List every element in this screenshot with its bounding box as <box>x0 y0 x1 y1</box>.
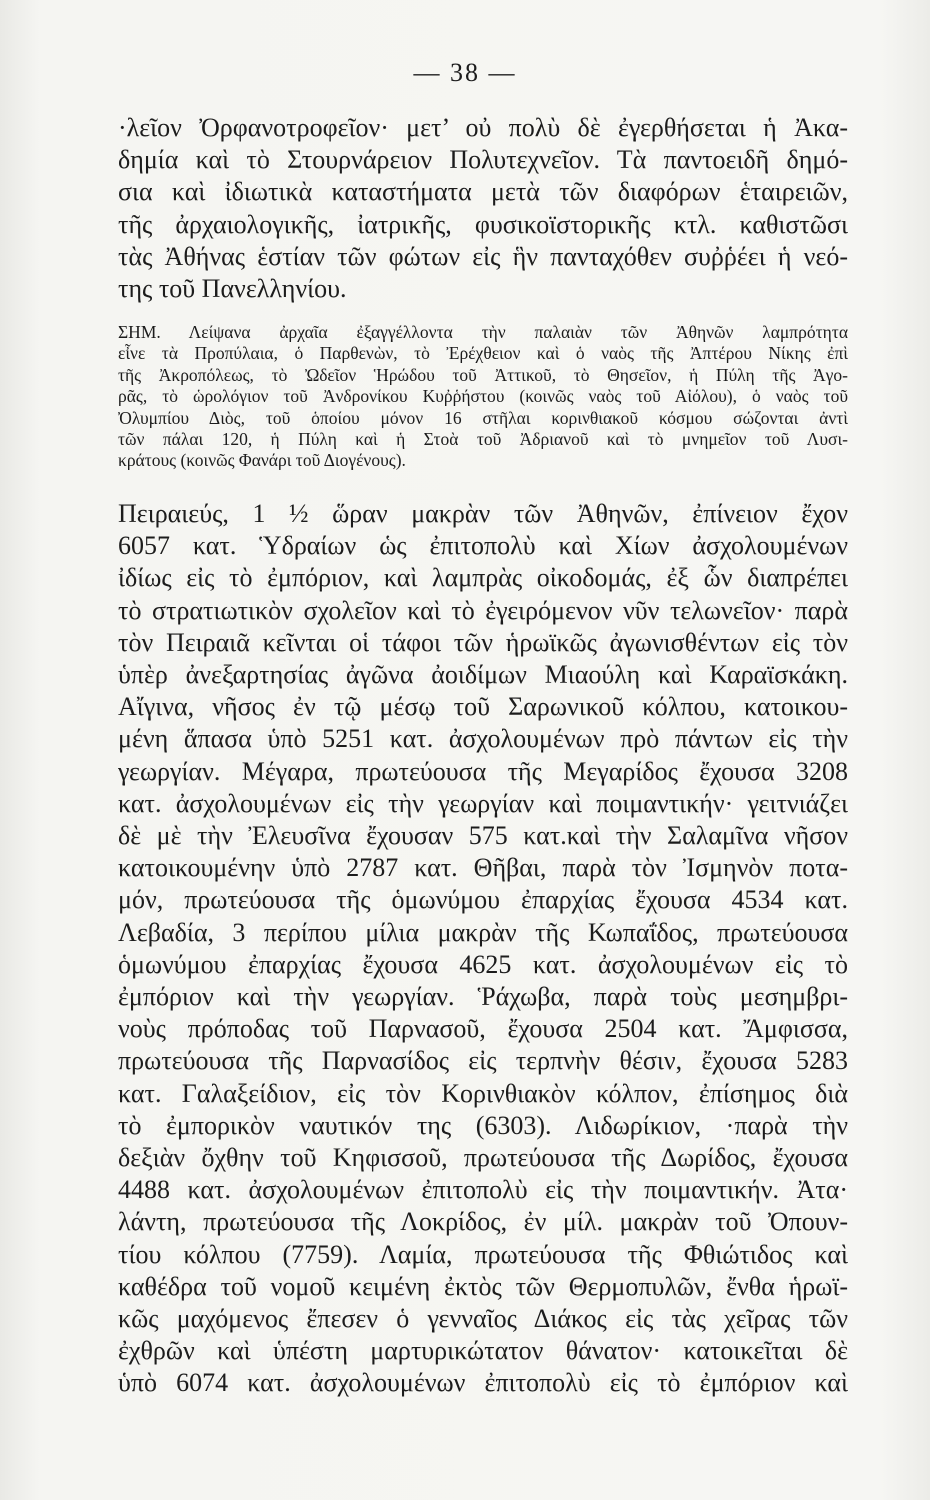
note-line: τῶν πάλαι 120, ἡ Πύλη καὶ ἡ Στοὰ τοῦ Ἀδριανοῦ καὶ τὸ μνημεῖον τοῦ Λυσι- <box>118 429 848 450</box>
text-line: ὁμωνύμου ἐπαρχίας ἔχουσα 4625 κατ. ἀσχολουμένων εἰς τὸ <box>118 949 848 979</box>
text-line: ἐχθρῶν καὶ ὑπέστη μαρτυρικώτατον θάνατον· κατοικεῖται δὲ <box>118 1336 848 1366</box>
text-line: τὸ ἐμπορικὸν ναυτικόν της (6303). Λιδωρίκιον, ·παρὰ τὴν <box>118 1110 848 1140</box>
note-line: τῆς Ἀκροπόλεως, τὸ Ὠδεῖον Ἡρώδου τοῦ Ἀττικοῦ, τὸ Θησεῖον, ἡ Πύλη τῆς Ἀγο- <box>118 364 848 385</box>
text-line: Λεβαδία, 3 περίπου μίλια μακρὰν τῆς Κωπαΐδος, πρωτεύουσα <box>118 917 848 947</box>
text-line: Αἴγινα, νῆσος ἐν τῷ μέσῳ τοῦ Σαρωνικοῦ κόλπου, κατοικου- <box>118 692 848 722</box>
text-line: μένη ἅπασα ὑπὸ 5251 κατ. ἀσχολουμένων πρὸ πάντων εἰς τὴν <box>118 724 848 754</box>
text-line: γεωργίαν. Μέγαρα, πρωτεύουσα τῆς Μεγαρίδος ἔχουσα 3208 <box>118 756 848 786</box>
text-line: τὸν Πειραιᾶ κεῖνται οἱ τάφοι τῶν ἡρωϊκῶς ἀγωνισθέντων εἰς τὸν <box>118 627 848 657</box>
text-line: πρωτεύουσα τῆς Παρνασίδος εἰς τερπνὴν θέσιν, ἔχουσα 5283 <box>118 1046 848 1076</box>
text-line: τὸ στρατιωτικὸν σχολεῖον καὶ τὸ ἐγειρόμενον νῦν τελωνεῖον· παρὰ <box>118 595 848 625</box>
note-line: ΣΗΜ. Λείψανα ἀρχαῖα ἐξαγγέλλοντα τὴν παλαιὰν τῶν Ἀθηνῶν λαμπρότητα <box>118 322 848 342</box>
note-line: ρᾶς, τὸ ὡρολόγιον τοῦ Ἀνδρονίκου Κυῤῥήστου (κοινῶς ναὸς τοῦ Αἰόλου), ὁ ναὸς τοῦ <box>118 386 848 407</box>
text-line: λάντη, πρωτεύουσα τῆς Λοκρίδος, ἐν μίλ. μακρὰν τοῦ Ὀπουν- <box>118 1207 848 1237</box>
text-line: κατ. ἀσχολουμένων εἰς τὴν γεωργίαν καὶ ποιμαντικήν· γειτνιάζει <box>118 788 848 818</box>
page-header <box>0 58 930 88</box>
paragraph-towns-description <box>118 498 848 1400</box>
text-line: ·λεῖον Ὀρφανοτροφεῖον· μετ’ οὐ πολὺ δὲ ἐγερθήσεται ἡ Ἀκα- <box>118 113 848 142</box>
text-line: τῆς ἀρχαιολογικῆς, ἰατρικῆς, φυσικοϊστορικῆς κτλ. καθιστῶσι <box>118 209 848 239</box>
text-line: σια καὶ ἰδιωτικὰ καταστήματα μετὰ τῶν διαφόρων ἑταιρειῶν, <box>118 177 848 207</box>
page-number: — 38 — <box>413 58 517 87</box>
text-line: καθέδρα τοῦ νομοῦ κειμένη ἐκτὸς τῶν Θερμοπυλῶν, ἔνθα ἡρωϊ- <box>118 1271 848 1301</box>
text-line: δὲ μὲ τὴν Ἐλευσῖνα ἔχουσαν 575 κατ.καὶ τὴν Σαλαμῖνα νῆσον <box>118 821 848 851</box>
text-line: νοὺς πρόποδας τοῦ Παρνασοῦ, ἔχουσα 2504 κατ. Ἄμφισσα, <box>118 1014 848 1044</box>
text-line: ἐμπόριον καὶ τὴν γεωργίαν. Ῥάχωβα, παρὰ τοὺς μεσημβρι- <box>118 982 848 1012</box>
text-line: μόν, πρωτεύουσα τῆς ὁμωνύμου ἐπαρχίας ἔχουσα 4534 κατ. <box>118 885 848 915</box>
text-line: της τοῦ Πανελληνίου. <box>118 274 347 304</box>
text-line: κατ. Γαλαξείδιον, εἰς τὸν Κορινθιακὸν κόλπον, ἐπίσημος διὰ <box>118 1078 848 1108</box>
note-line: κράτους (κοινῶς Φανάρι τοῦ Διογένους). <box>118 450 406 471</box>
text-line: κατοικουμένην ὑπὸ 2787 κατ. Θῆβαι, παρὰ τὸν Ἰσμηνὸν ποτα- <box>118 853 848 883</box>
text-line: ὑπὲρ ἀνεξαρτησίας ἀγῶνα ἀοιδίμων Μιαούλη καὶ Καραϊσκάκη. <box>118 660 848 690</box>
text-line: ἰδίως εἰς τὸ ἐμπόριον, καὶ λαμπρὰς οἰκοδομάς, ἐξ ὧν διαπρέπει <box>118 563 848 593</box>
text-line: τίου κόλπου (7759). Λαμία, πρωτεύουσα τῆς Φθιώτιδος καὶ <box>118 1239 848 1269</box>
text-line: κῶς μαχόμενος ἔπεσεν ὁ γενναῖος Διάκος εἰς τὰς χεῖρας τῶν <box>118 1304 848 1334</box>
text-line: Πειραιεύς, 1 ½ ὥραν μακρὰν τῶν Ἀθηνῶν, ἐπίνειον ἔχον <box>118 499 848 528</box>
text-line: 6057 κατ. Ὑδραίων ὡς ἐπιτοπολὺ καὶ Χίων ἀσχολουμένων <box>118 531 848 561</box>
text-line: ὑπὸ 6074 κατ. ἀσχολουμένων ἐπιτοπολὺ εἰς τὸ ἐμπόριον καὶ <box>118 1368 848 1398</box>
text-line: τὰς Ἀθήνας ἑστίαν τῶν φώτων εἰς ἣν πανταχόθεν συῤῥέει ἡ νεό- <box>118 241 848 271</box>
text-line: 4488 κατ. ἀσχολουμένων ἐπιτοπολὺ εἰς τὴν ποιμαντικήν. Ἀτα· <box>118 1175 848 1205</box>
text-line: δεξιὰν ὄχθην τοῦ Κηφισσοῦ, πρωτεύουσα τῆς Δωρίδος, ἔχουσα <box>118 1143 848 1173</box>
footnote-antiquities <box>118 322 848 472</box>
text-line: δημία καὶ τὸ Στουρνάρειον Πολυτεχνεῖον. Τὰ παντοειδῆ δημό- <box>118 145 848 175</box>
note-line: Ὀλυμπίου Διὸς, τοῦ ὁποίου μόνον 16 στῆλαι κορινθιακοῦ κόσμου σώζονται ἀντὶ <box>118 407 848 428</box>
paragraph-athens-institutions <box>118 112 848 305</box>
note-line: εἶνε τὰ Προπύλαια, ὁ Παρθενὼν, τὸ Ἐρέχθειον καὶ ὁ ναὸς τῆς Ἀπτέρου Νίκης ἐπὶ <box>118 343 848 364</box>
